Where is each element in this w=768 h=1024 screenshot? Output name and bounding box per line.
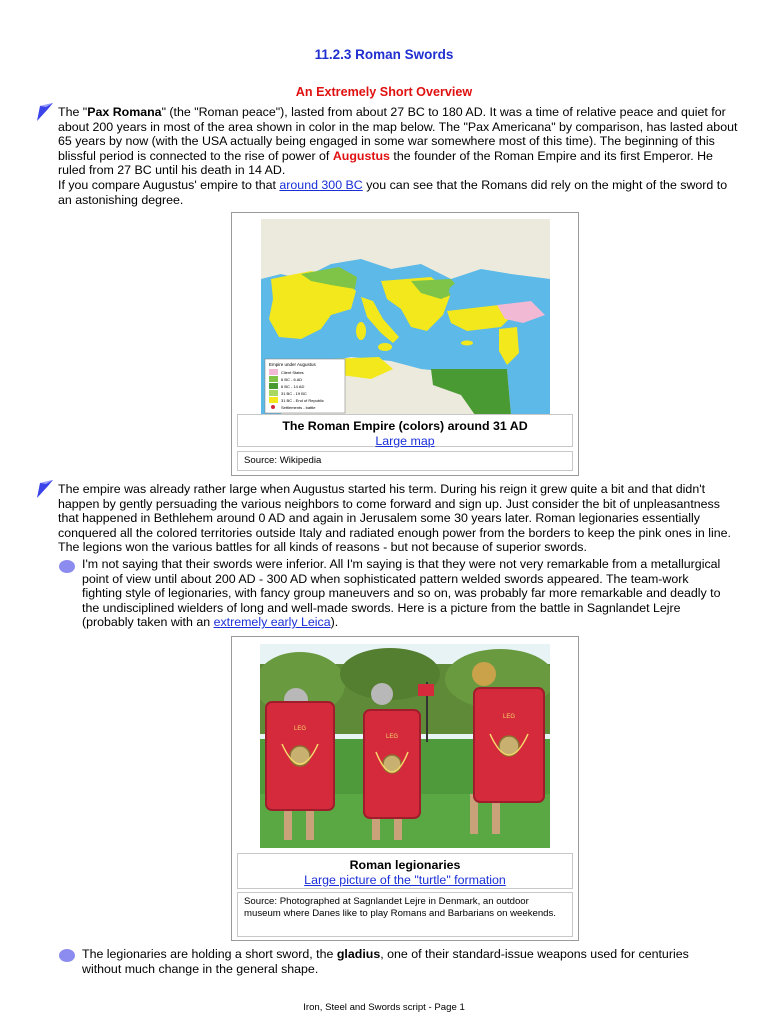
legend-item: 6 BC - 6 AD — [281, 377, 303, 382]
turtle-formation-link[interactable]: Large picture of the "turtle" formation — [304, 872, 506, 887]
legionaries-figure — [231, 636, 579, 941]
legionaries-caption-title: Roman legionaries — [349, 858, 461, 872]
gladius-term: gladius — [336, 947, 381, 961]
swords-paragraph: I'm not saying that their swords were inferior. All I'm saying is that they were not very remarkable from a metallurgical point of view until about 200 AD - 300 AD when sophisticated pattern welded swords appeared. The team-work fighting style of legionaries, with fancy group maneuvers and so on, was probably far more remarkable and deadly to the undisciplined wielders of long and well-made swords. Here is a picture from the battle in Sagnlandet Lejre (probably taken with an extremely early Leica). — [82, 557, 721, 630]
pen-note-icon — [36, 479, 54, 499]
bullet-icon — [59, 560, 75, 573]
legend-item: 31 BC - End of Republic — [281, 398, 324, 403]
legionaries-photo[interactable] — [260, 644, 550, 848]
gladius-paragraph: The legionaries are holding a short sword, the gladius, one of their standard-issue weapons used for centuries without much change in the general shape. — [82, 947, 689, 976]
legend-item: Client States — [281, 370, 304, 375]
shield-emblem: LEG — [502, 714, 516, 720]
legend-item: 31 BC - 19 BC — [281, 391, 307, 396]
pen-note-icon — [36, 102, 54, 122]
map-legend-title: Empire under Augustus — [269, 362, 316, 367]
map-source: Source: Wikipedia — [237, 451, 573, 471]
empire-paragraph: The empire was already rather large when Augustus started his term. During his reign it grew quite a bit and that didn't happen by gently persuading the various neighbors to come forward and sign up. Just consider the bit of unpleasantness that happened in Bethlehem around 0 AD and again in Jerusalem some 30 years later. Roman legionaries essentially conquered all the colored territories outside Italy and radiated enough power from the borders to keep the pink ones in line. The legions won the various battles for all kinds of reasons - but not because of superior swords. — [58, 482, 731, 555]
augustus-highlight: Augustus — [332, 148, 390, 163]
around-300bc-link[interactable]: around 300 BC — [279, 177, 363, 192]
large-map-link[interactable]: Large map — [375, 433, 435, 448]
map-image-wrap — [261, 219, 550, 415]
early-leica-link[interactable]: extremely early Leica — [213, 615, 331, 630]
map-figure — [231, 212, 579, 476]
map-caption — [237, 414, 573, 447]
page-footer: Iron, Steel and Swords script - Page 1 — [303, 1002, 465, 1013]
shield-emblem: LEG — [293, 726, 307, 732]
page-title: 11.2.3 Roman Swords — [314, 47, 454, 62]
legionaries-source: Source: Photographed at Sagnlandet Lejre in Denmark, an outdoor museum where Danes like to play Romans and Barbarians on weekends. — [237, 892, 573, 937]
legend-item: Settlements - battle — [281, 405, 316, 410]
intro-paragraph: The "Pax Romana" (the "Roman peace"), lasted from about 27 BC to 180 AD. It was a time of relative peace and quiet for about 200 years in most of the area shown in color in the map below. The "Pax Americana" by comparison, has lasted about 65 years by now (with the USA actually being engaged in some war somewhere most of this time). The beginning of this blissful period is connected to the rise of power of Augustus the founder of the Roman Empire and its first Emperor. He ruled from 27 BC until his death in 14 AD. If you compare Augustus' empire to that around 300 BC you can see that the Romans did rely on the might of the sword to an astonishing degree. — [58, 105, 738, 207]
roman-empire-map[interactable] — [261, 219, 550, 415]
legionaries-image-wrap — [260, 644, 550, 848]
section-subtitle: An Extremely Short Overview — [295, 85, 473, 99]
bullet-icon — [59, 949, 75, 962]
legionaries-caption — [237, 853, 573, 889]
shield-emblem: LEG — [385, 734, 399, 740]
map-caption-title: The Roman Empire (colors) around 31 AD — [282, 419, 528, 433]
legend-item: 6 BC - 14 AD — [281, 384, 305, 389]
